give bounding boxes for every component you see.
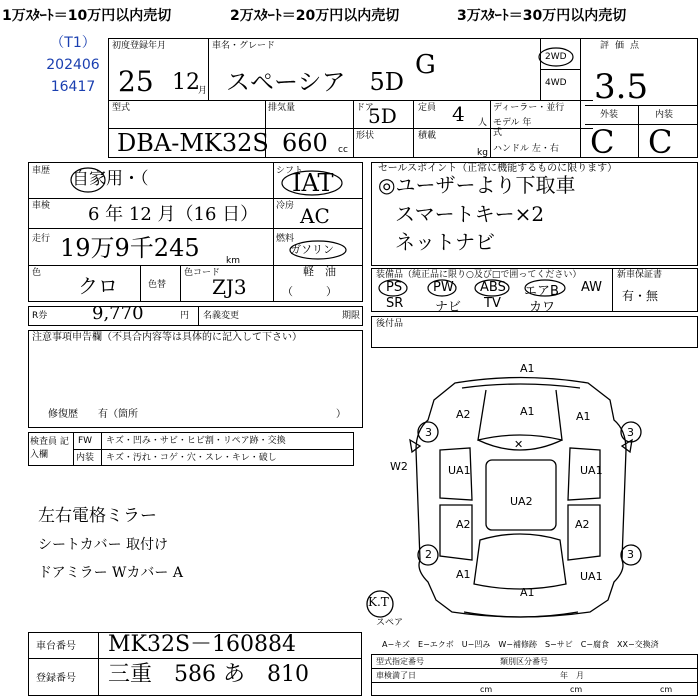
eq-pw: PW [433,280,454,295]
doors-label: ドア [356,103,374,113]
wheel-rl-mark: 2 [425,548,432,561]
color-change-label: 色替 [148,280,167,290]
form-field-7: cm [660,685,673,694]
fuel-paren: （ ） [282,285,337,298]
damage-legend: A−キズ E−エクボ U−凹み W−補修跡 S−サビ C−腐食 XX−交換済 [382,640,659,649]
reg-plate-value: 三重 586 あ 810 [108,662,309,687]
sales-point-3: ネットナビ [395,230,495,254]
color-code-value: ZJ3 [212,275,247,299]
color-value: クロ [78,274,118,298]
car-name-label: 車名・グレード [212,41,276,51]
exterior-grade: C [590,123,615,161]
start-rule-2: 2万ｽﾀｰﾄ＝20万円以内売切 [230,8,400,24]
interior-grade: C [648,123,673,161]
eq-aw: AW [581,280,603,295]
eq-leather: カワ [529,300,556,315]
first-reg-label: 初度登録年月 [112,41,167,51]
2wd-label: 2WD [545,52,567,62]
fuel-value: ガソリン [290,243,334,256]
mark-w2: W2 [390,460,408,473]
spare-label: スペア [376,618,404,628]
new-warranty-opts: 有・無 [622,289,659,303]
sales-point-2: スマートキー×2 [395,202,545,226]
model-code-label: 型式 [112,103,131,113]
stamp-line-2: 202406 [46,57,100,73]
repair-label: 修復歴 有（箇所 [48,409,138,420]
defect-1: 左右電格ミラー [38,506,157,526]
form-field-6: cm [570,685,583,694]
deadline-label: 期限 [342,311,361,321]
fw-label: FW [78,436,93,446]
mark-ua1-right: UA1 [580,464,603,477]
displacement: 660 [282,129,328,157]
eq-navi: ナビ [435,300,462,315]
defect-3: ドアミラー Wカバー A [38,565,183,581]
displacement-label: 排気量 [268,103,296,113]
recycle-row [28,303,363,326]
mark-a1-rear: A1 [520,586,535,599]
mark-x: ✕ [514,438,524,451]
chassis-value: MK32S－160884 [108,632,297,657]
mark-ua1-rear-right: UA1 [580,570,603,583]
reg-no-label: 登録番号 [36,673,76,684]
score-label: 評価点 [600,41,646,51]
wheel-rr-mark: 3 [627,548,634,561]
fuel-label: 燃料 [276,234,295,244]
dealer-label: ディーラー・並行 [493,103,565,113]
naisou-items: キズ・汚れ・コゲ・穴・スレ・キレ・破し [106,453,277,463]
new-warranty-label: 新車保証書 [617,270,663,280]
eq-airbag: エアB [524,284,559,299]
start-rule-1: 1万ｽﾀｰﾄ＝10万円以内売切 [2,8,172,24]
shift-value: IAT [292,169,334,197]
eq-sr: SR [386,296,404,311]
sales-point-label: セールスポイント（正常に機能するものに限ります） [378,163,618,174]
cc-label: cc [338,145,348,155]
name-change-label: 名義変更 [203,311,240,321]
repair-close: ） [336,409,346,420]
inspection-value: 6 年 12 月（16 日） [88,204,259,225]
person-label: 人 [478,118,488,128]
load-label: 積載 [418,131,437,141]
exterior-label: 外装 [600,110,619,120]
form-field-4: 年 月 [560,671,584,680]
notes-label: 注意事項申告欄（不具合内容等は具体的に記入して下さい） [32,332,302,343]
form-field-3: 車検満了日 [376,671,416,680]
mileage-label: 走行 [32,234,51,244]
grade: G [415,50,436,80]
wheel-fl-mark: 3 [425,426,432,439]
sales-point-1: ◎ユーザーより下取車 [378,173,576,197]
model-code: DBA-MK32S [117,129,269,157]
shape-label: 形状 [356,131,375,141]
start-rule-3: 3万ｽﾀｰﾄ＝30万円以内売切 [457,8,627,24]
chassis-label: 車台番号 [36,641,76,652]
history-label: 車歴 [32,166,51,176]
mark-a1-rear-left: A1 [456,568,471,581]
color-code-label: 色コード [184,268,221,278]
color-label: 色 [32,268,42,278]
mark-a1-hood: A1 [520,405,535,418]
recycle-label: R券 [32,311,48,321]
score-value: 3.5 [594,67,649,107]
mark-a2-right: A2 [575,518,590,531]
capacity-label: 定員 [418,103,437,113]
km-label: km [226,256,240,266]
doors: 5D [368,104,397,128]
handle-label: ハンドル 左・右 [493,144,559,154]
mark-a1-front-right: A1 [576,410,591,423]
naisou-label: 内装 [76,453,95,463]
wheel-fr-mark: 3 [627,426,634,439]
car-name: スペーシア 5D [226,68,405,96]
form-field-2: 類別区分番号 [500,657,548,666]
spare-value: K.T [368,595,389,609]
eq-tv: TV [484,296,501,311]
recycle-yen: 円 [180,311,190,321]
mileage-value: 19万9千245 [60,234,200,262]
mark-ua2-roof: UA2 [510,495,533,508]
header-rules [2,3,698,25]
capacity: 4 [452,102,465,126]
inspection-label: 車検 [32,201,51,211]
stamp-line-1: （T1） [50,35,96,51]
mark-a2-left: A2 [456,518,471,531]
stamp-line-3: 16417 [50,79,96,95]
eq-abs: ABS [480,280,506,295]
recycle-value: 9,770 [92,303,144,324]
after-install-label: 後付品 [376,319,404,329]
eq-ps: PS [386,280,403,295]
inspector-label: 検査員 記入欄 [30,437,69,460]
ac-label: 冷房 [276,201,295,211]
fuel-opts: 軽 油 [303,265,336,278]
equipment-items [376,280,611,315]
equipment-label: 装備品（純正品に限り○及び□で囲ってください） [376,270,582,280]
defect-2: シートカバー 取付け [38,537,169,553]
model-year-label: モデル 年式 [493,118,532,138]
reg-year: 25 [118,65,154,98]
ac-value: AC [300,204,330,228]
form-field-5: cm [480,685,493,694]
mark-ua1-left: UA1 [448,464,471,477]
lot-stamp [38,32,108,98]
reg-month: 12 [172,70,200,95]
form-field-1: 型式指定番号 [376,657,424,666]
kg-label: kg [477,148,488,158]
interior-label: 内装 [655,110,674,120]
mark-a1-front: A1 [520,362,535,375]
4wd-label: 4WD [545,78,567,88]
after-install-box [371,316,698,348]
shift-label: シフト [276,166,304,176]
mark-a2-front-left: A2 [456,408,471,421]
fw-items: キズ・凹み・サビ・ヒビ割・リペア跡・交換 [106,436,286,446]
history-value: 自家用・（ [72,169,149,189]
